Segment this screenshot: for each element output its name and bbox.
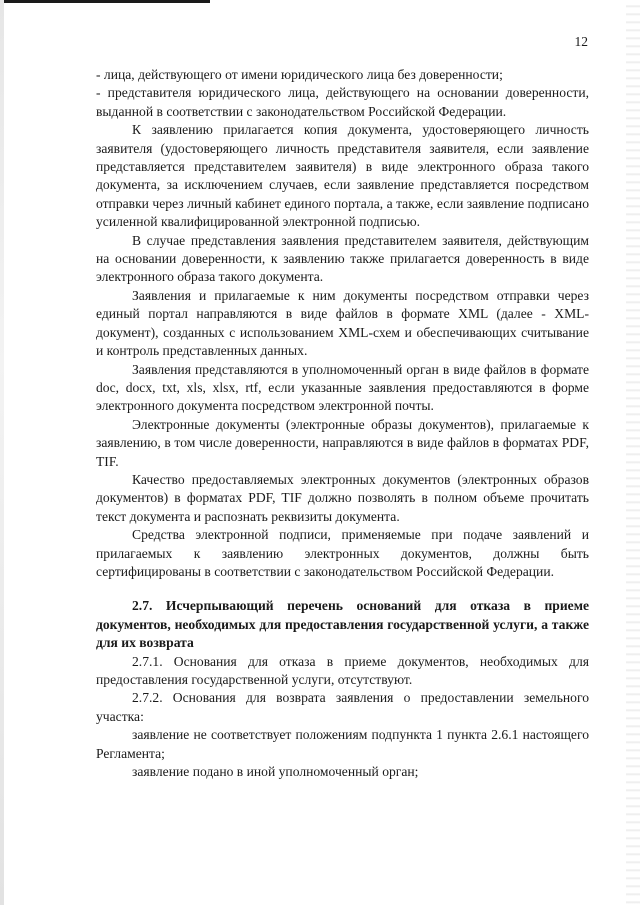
paragraph-electronic-signature: Средства электронной подписи, применяемые при подаче заявлений и прилагаемых к заявлению электронных документов, должны быть сертифицированы в соответствии с законодательством Российской Федерации. (96, 527, 589, 579)
paragraph-electronic-documents: Электронные документы (электронные образы документов), прилагаемые к заявлению, в том числе доверенности, направляются в виде файлов в форматах PDF, TIF. (96, 416, 589, 469)
paragraph-2-7-2: 2.7.2. Основания для возврата заявления о предоставлении земельного участка: (96, 690, 589, 724)
document-body (96, 66, 589, 781)
paragraph-document-quality: Качество предоставляемых электронных документов (электронных образов документов) в форматах PDF, TIF должно позволять в полном объеме прочитать текст документа и распознать реквизиты документа. (96, 471, 589, 524)
page-number: 12 (574, 34, 588, 49)
paragraph-file-formats: Заявления представляются в уполномоченный орган в виде файлов в формате doc, docx, txt, xls, xlsx, rtf, если указанные заявления предоставляются в форме электронного документа посредством электронной почты. (96, 361, 589, 414)
paragraph-return-reason-1: заявление не соответствует положениям подпункта 1 пункта 2.6.1 настоящего Регламента; (96, 727, 589, 761)
list-item-person: - лица, действующего от имени юридического лица без доверенности; (96, 67, 503, 82)
paragraph-return-reason-2: заявление подано в иной уполномоченный орган; (132, 764, 419, 780)
scan-artifact-left-edge (0, 0, 4, 905)
paragraph-xml-format: Заявления и прилагаемые к ним документы посредством отправки через единый портал направляются в виде файлов в формате XML (далее - XML-документ), созданных с использованием XML-схем и обеспечивающих считывание и контроль представленных данных. (96, 287, 589, 359)
paragraph-2-7-1: 2.7.1. Основания для отказа в приеме документов, необходимых для предоставления государственной услуги, отсутствуют. (96, 653, 589, 687)
list-item-representative: - представителя юридического лица, действующего на основании доверенности, выданной в соответствии с законодательством Российской Федерации. (96, 85, 589, 119)
paragraph-power-of-attorney: В случае представления заявления представителем заявителя, действующим на основании доверенности, к заявлению также прилагается доверенность в виде электронного образа такого документа. (96, 232, 589, 285)
section-heading-2-7: 2.7. Исчерпывающий перечень оснований для отказа в приеме документов, необходимых для предоставления государственной услуги, а также для их возврата (96, 598, 589, 651)
paragraph-identity-document: К заявлению прилагается копия документа, удостоверяющего личность заявителя (удостоверяющего личность представителя заявителя, если заявление представляется представителем заявителя) в виде электронного образа такого документа, за исключением случаев, если заявление представляется посредством отправки через личный кабинет единого портала, а также, если заявление подписано усиленной квалифицированной электронной подписью. (96, 122, 589, 230)
scan-artifact-top-line (0, 0, 210, 3)
scan-artifact-right-edge (626, 0, 640, 905)
